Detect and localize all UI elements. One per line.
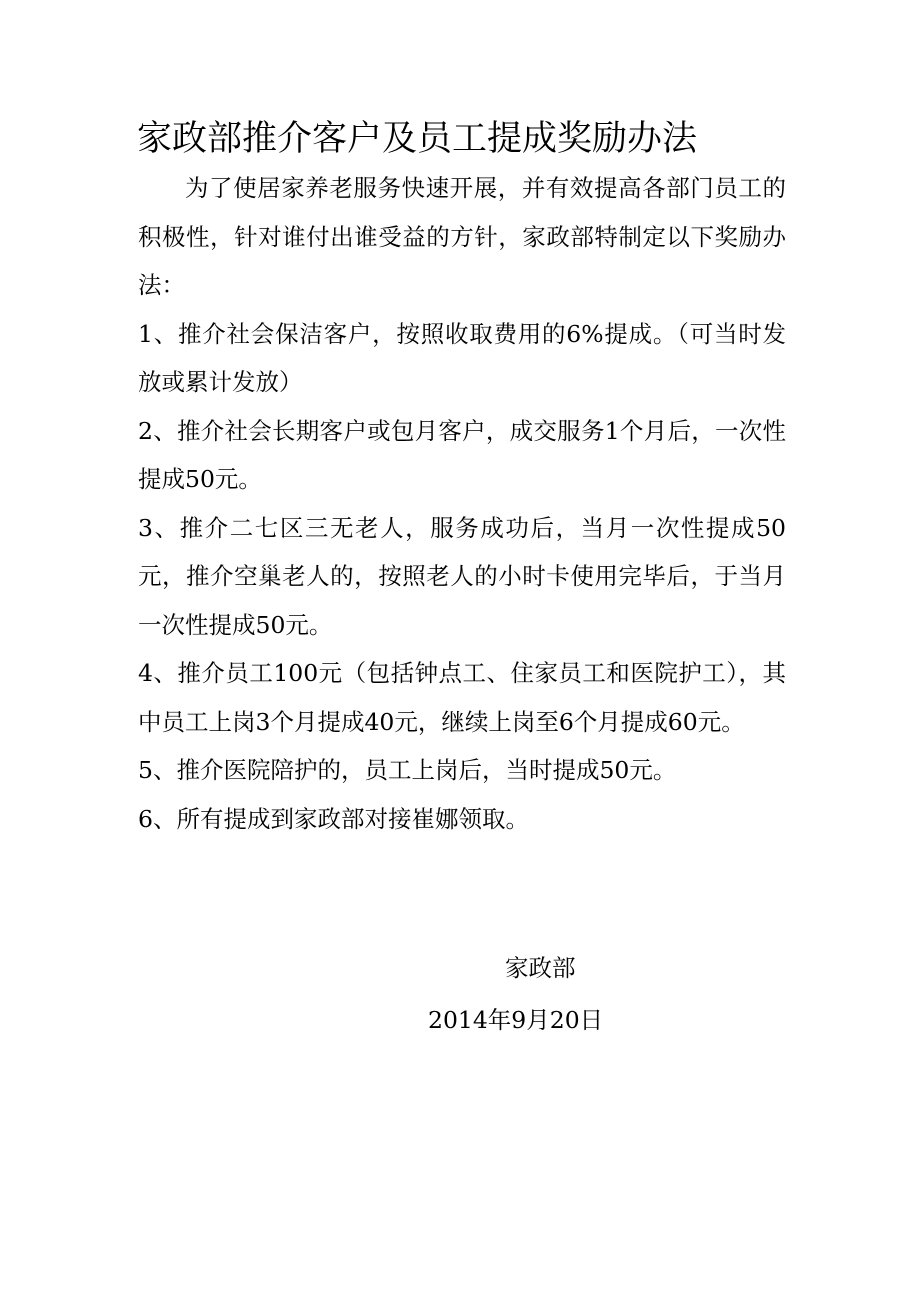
- document-body: [138, 164, 786, 843]
- rule-item-1: 1、推介社会保洁客户，按照收取费用的6%提成。（可当时发放或累计发放）: [138, 319, 786, 396]
- intro-paragraph: 为了使居家养老服务快速开展，并有效提高各部门员工的积极性，针对谁付出谁受益的方针，家政部特制定以下奖励办法：: [138, 174, 786, 299]
- document-title: 家政部推介客户及员工提成奖励办法: [137, 119, 698, 159]
- rule-item-5: 5、推介医院陪护的，员工上岗后，当时提成50元。: [138, 756, 677, 784]
- signature-date: 2014年9月20日: [428, 1006, 604, 1034]
- rule-item-3: 3、推介二七区三无老人，服务成功后，当月一次性提成50元，推介空巢老人的，按照老人的小时卡使用完毕后，于当月一次性提成50元。: [138, 513, 786, 639]
- signature-department: 家政部: [505, 954, 576, 982]
- rule-item-6: 6、所有提成到家政部对接崔娜领取。: [138, 804, 529, 833]
- rule-item-4: 4、推介员工100元（包括钟点工、住家员工和医院护工），其中员工上岗3个月提成40元，继续上岗至6个月提成60元。: [138, 659, 786, 736]
- rule-item-2: 2、推介社会长期客户或包月客户，成交服务1个月后，一次性提成50元。: [138, 416, 786, 493]
